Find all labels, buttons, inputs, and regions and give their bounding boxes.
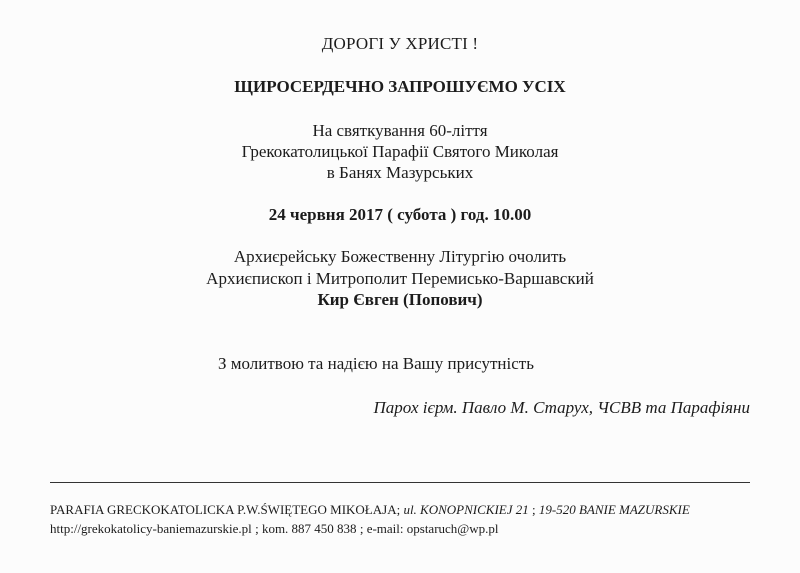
signature: Парох ієрм. Павло М. Старух, ЧСВВ та Парафіяни	[373, 398, 750, 417]
separator: ;	[528, 502, 539, 517]
occasion-line-3: в Банях Мазурських	[326, 163, 474, 182]
parish-name: PARAFIA GRECKOKATOLICKA P.W.ŚWIĘTEGO MIKOŁAJA;	[50, 502, 401, 517]
separator: ;	[356, 521, 367, 536]
footer-divider	[50, 482, 750, 483]
separator: ;	[251, 521, 262, 536]
website-link[interactable]: http://grekokatolicy-baniemazurskie.pl	[50, 521, 252, 536]
occasion-line-2: Грекокатолицької Парафії Святого Миколая	[241, 142, 559, 161]
occasion-line-1: На святкування 60-ліття	[312, 121, 488, 140]
street-address: ul. KONOPNICKIEJ 21	[403, 502, 529, 517]
celebrant-name: Кир Євген (Попович)	[317, 290, 483, 309]
closing-prayer: З молитвою та надією на Вашу присутність	[218, 354, 534, 373]
email-link[interactable]: e-mail: opstaruch@wp.pl	[366, 521, 499, 536]
invitation-heading: ЩИРОСЕРДЕЧНО ЗАПРОШУЄМО УСІХ	[234, 77, 566, 96]
footer-address-line	[50, 502, 690, 518]
greeting-heading: ДОРОГІ У ХРИСТІ !	[321, 34, 479, 53]
footer-contact-line	[50, 521, 499, 537]
phone-number: kom. 887 450 838	[261, 521, 357, 536]
liturgy-line-2: Архиєпископ і Митрополит Перемисько-Варшавский	[206, 269, 594, 288]
liturgy-line-1: Архиєрейську Божественну Літургію очолить	[233, 247, 567, 266]
event-datetime: 24 червня 2017 ( субота ) год. 10.00	[268, 205, 532, 224]
city-address: 19-520 BANIE MAZURSKIE	[538, 502, 690, 517]
